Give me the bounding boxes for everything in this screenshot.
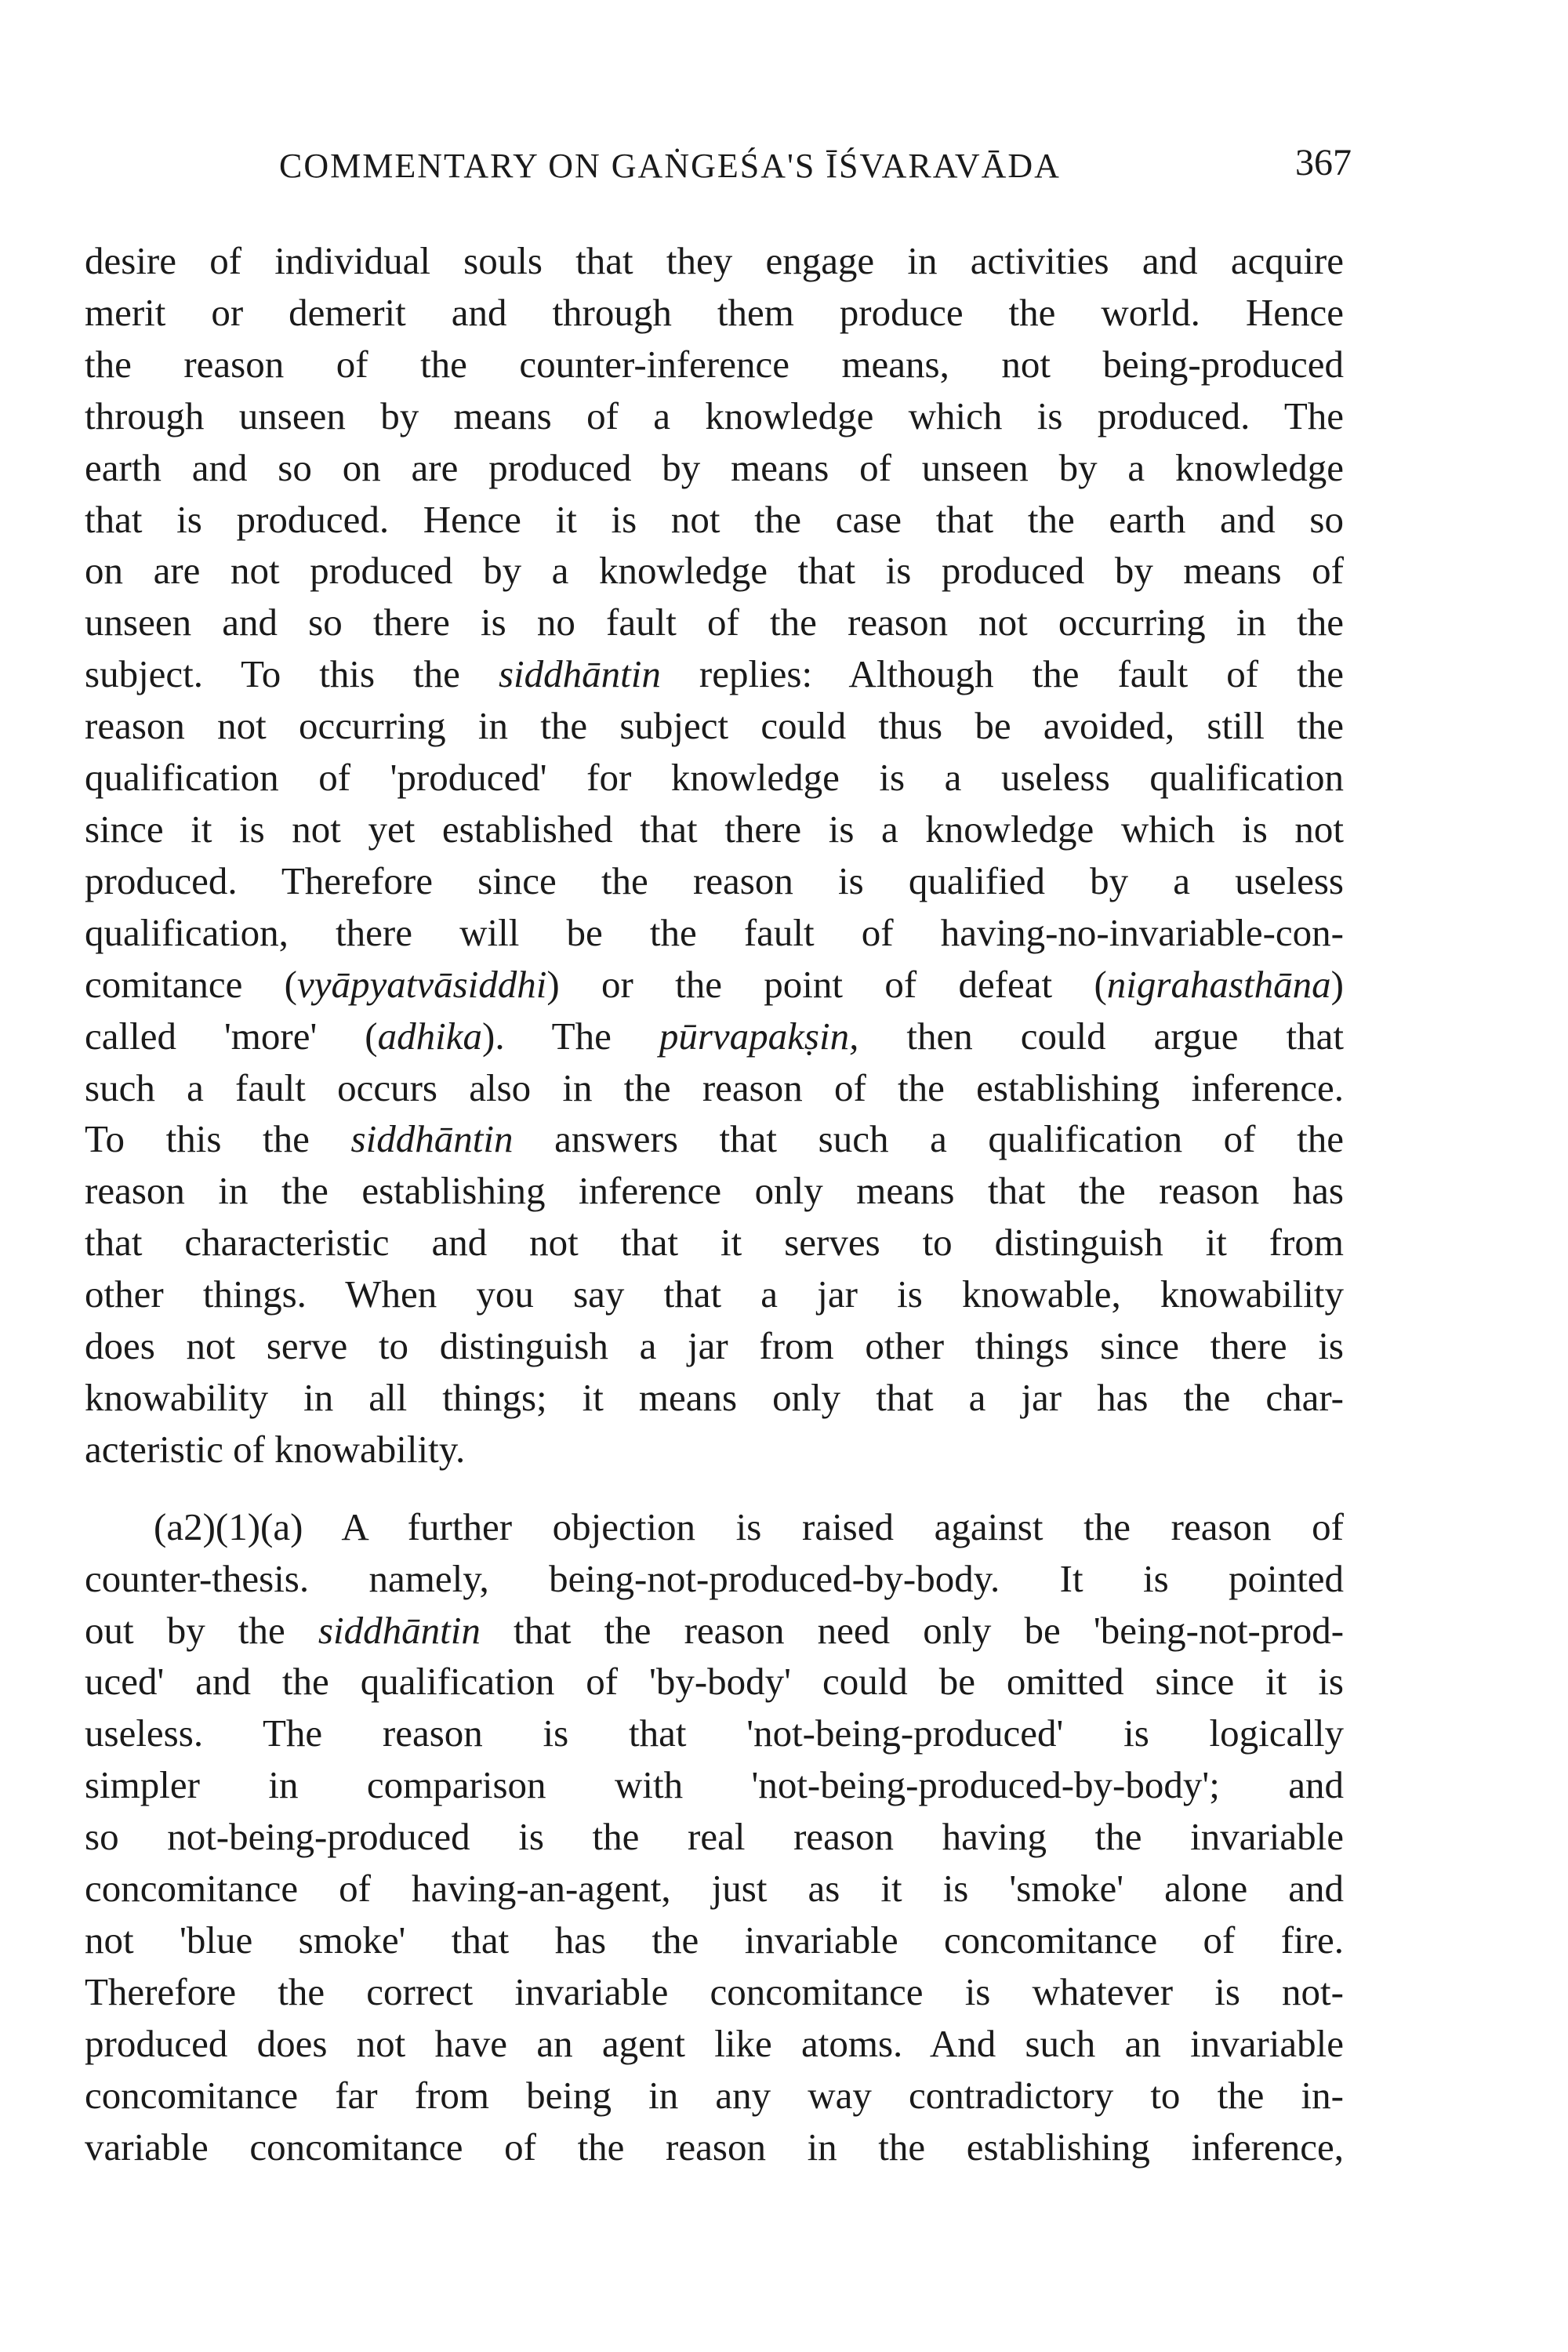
paragraph-2	[85, 1501, 1344, 2173]
sanskrit-term: adhika	[377, 1014, 482, 1058]
paragraph-1	[85, 235, 1344, 1475]
text-line: other things. When you say that a jar is knowable, knowability	[85, 1272, 1344, 1316]
text-line	[85, 1011, 1344, 1062]
text-run: To this the	[85, 1117, 351, 1161]
text-line: concomitance far from being in any way contradictory to the in-	[85, 2073, 1344, 2117]
text-run: subject. To this the	[85, 652, 499, 696]
sanskrit-term: siddhāntin	[498, 652, 661, 696]
text-line: such a fault occurs also in the reason of the establishing inference.	[85, 1065, 1344, 1109]
text-line: useless. The reason is that 'not-being-produced' is logically	[85, 1711, 1344, 1755]
text-line: reason in the establishing inference only means that the reason has	[85, 1169, 1344, 1213]
text-line: knowability in all things; it means only that a jar has the char-	[85, 1375, 1344, 1419]
text-line	[85, 959, 1344, 1011]
text-line: through unseen by means of a knowledge which is produced. The	[85, 394, 1344, 437]
text-line: qualification, there will be the fault of having-no-invariable-con-	[85, 910, 1344, 954]
text-line: Therefore the correct invariable concomitance is whatever is not-	[85, 1969, 1344, 2013]
text-run: answers that such a qualification of the	[513, 1117, 1344, 1161]
text-line: the reason of the counter-inference means, not being-produced	[85, 342, 1344, 386]
sanskrit-term: pūrvapakṣin,	[659, 1014, 859, 1058]
text-run: then could argue that	[858, 1014, 1344, 1058]
text-run: ) or the point of defeat (	[546, 962, 1107, 1006]
text-run: that the reason need only be 'being-not-prod-	[480, 1608, 1345, 1652]
sanskrit-term: nigrahasthāna	[1106, 962, 1331, 1006]
text-run: called 'more' (	[85, 1014, 378, 1058]
text-run: out by the	[85, 1608, 318, 1652]
text-run: )	[1330, 962, 1344, 1006]
text-line: since it is not yet established that there is a knowledge which is not	[85, 807, 1344, 851]
text-line: acteristic of knowability.	[85, 1427, 466, 1471]
text-line: does not serve to distinguish a jar from other things since there is	[85, 1324, 1344, 1368]
text-line: merit or demerit and through them produce the world. Hence	[85, 290, 1344, 334]
text-line: counter-thesis. namely, being-not-produced-by-body. It is pointed	[85, 1556, 1344, 1600]
sanskrit-term: siddhāntin	[350, 1117, 514, 1161]
text-line	[85, 1501, 1344, 1553]
text-run: replies: Although the fault of the	[660, 652, 1344, 696]
text-line: that characteristic and not that it serves to distinguish it from	[85, 1221, 1344, 1265]
sanskrit-term: siddhāntin	[318, 1608, 481, 1652]
text-line	[85, 1113, 1344, 1165]
text-line	[85, 648, 1344, 700]
text-line: produced does not have an agent like atoms. And such an invariable	[85, 2021, 1344, 2065]
text-line: produced. Therefore since the reason is qualified by a useless	[85, 858, 1344, 902]
text-line: uced' and the qualification of 'by-body' could be omitted since it is	[85, 1660, 1344, 1704]
text-line	[85, 1605, 1344, 1657]
running-title: COMMENTARY ON GAṄGEŚA'S ĪŚVARAVĀDA	[279, 147, 1061, 185]
text-line: earth and so on are produced by means of unseen by a knowledge	[85, 445, 1344, 489]
text-run: (a2)(1)(a) A further objection is raised against the reason of	[154, 1504, 1344, 1548]
text-line: variable concomitance of the reason in the establishing inference,	[85, 2125, 1344, 2169]
body-text	[85, 235, 1344, 2173]
sanskrit-term: vyāpyatvāsiddhi	[296, 962, 547, 1006]
text-run: comitance (	[85, 962, 297, 1006]
text-line: unseen and so there is no fault of the reason not occurring in the	[85, 601, 1344, 644]
text-line: on are not produced by a knowledge that is produced by means of	[85, 549, 1344, 593]
text-line: desire of individual souls that they engage in activities and acquire	[85, 239, 1344, 282]
text-line: so not-being-produced is the real reason having the invariable	[85, 1815, 1344, 1859]
text-run: ). The	[482, 1014, 659, 1058]
text-line: simpler in comparison with 'not-being-produced-by-body'; and	[85, 1763, 1344, 1807]
text-line: reason not occurring in the subject could thus be avoided, still the	[85, 704, 1344, 748]
text-line: that is produced. Hence it is not the case that the earth and so	[85, 497, 1344, 541]
running-head	[85, 142, 1352, 193]
text-line: not 'blue smoke' that has the invariable concomitance of fire.	[85, 1918, 1344, 1962]
page-number: 367	[1295, 142, 1352, 183]
text-line: qualification of 'produced' for knowledge is a useless qualification	[85, 756, 1344, 800]
text-line: concomitance of having-an-agent, just as it is 'smoke' alone and	[85, 1867, 1344, 1911]
